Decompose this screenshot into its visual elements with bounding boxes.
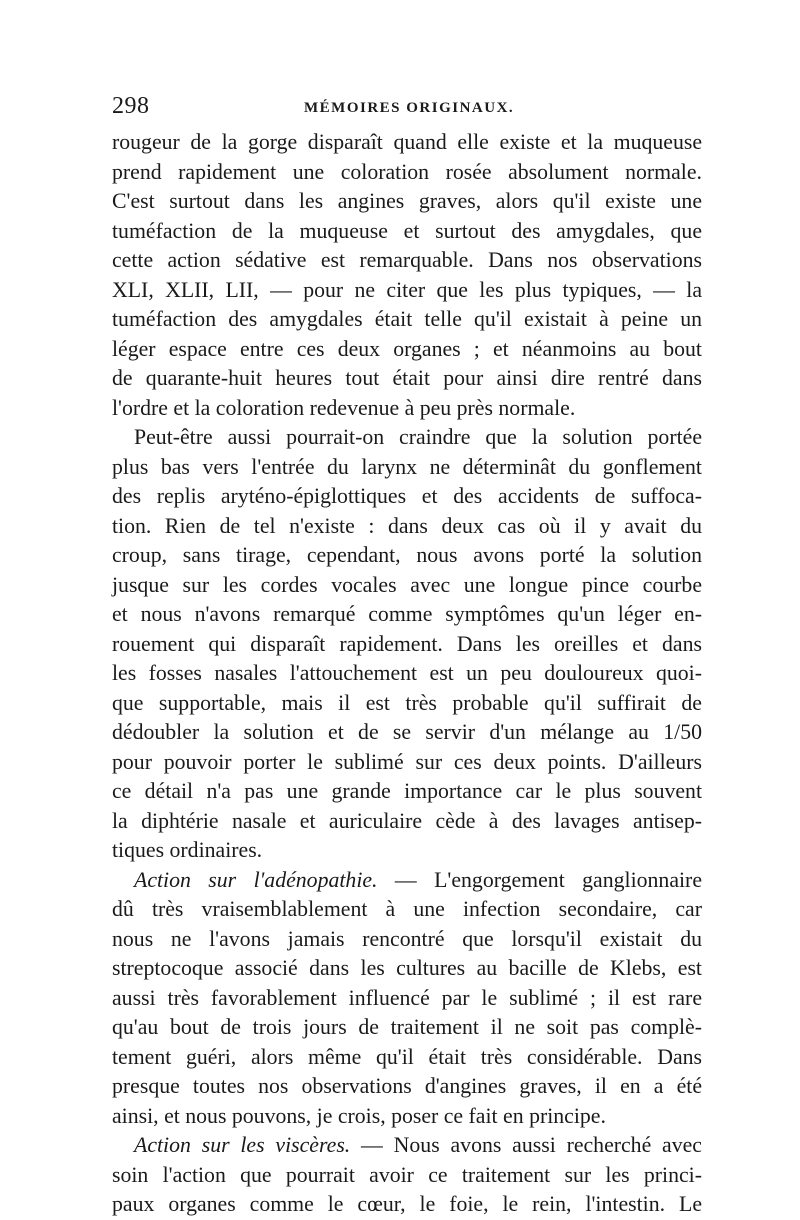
text-line: des replis aryténo-épiglottiques et des accidents de suffoca-	[112, 484, 702, 508]
text-line: dû très vraisemblablement à une infection secondaire, car	[112, 897, 702, 921]
text-line: qu'au bout de trois jours de traitement il ne soit pas complè-	[112, 1015, 702, 1039]
text-line: la diphtérie nasale et auriculaire cède à des lavages antisep-	[112, 808, 702, 833]
text-line: presque toutes nos observations d'angines graves, il en a été	[112, 1074, 702, 1098]
heading-continuation: — Nous avons aussi recherché avec	[350, 1133, 702, 1157]
text-line: Peut-être aussi pourrait-on craindre que la solution portée	[134, 425, 702, 449]
running-title: MÉMOIRES ORIGINAUX.	[304, 100, 515, 116]
text-line: tiques ordinaires.	[112, 838, 263, 862]
text-line: paux organes comme le cœur, le foie, le rein, l'intestin. Le	[112, 1192, 702, 1216]
text-line-heading	[112, 866, 702, 896]
page-number: 298	[112, 93, 150, 119]
text-line: de quarante-huit heures tout était pour ainsi dire rentré dans	[112, 366, 702, 390]
text-line: soin l'action que pourrait avoir ce traitement sur les princi-	[112, 1162, 702, 1187]
running-head	[112, 92, 702, 128]
heading-continuation: — L'engorgement ganglionnaire	[377, 867, 702, 892]
text-line: nous ne l'avons jamais rencontré que lorsqu'il existait du	[112, 926, 702, 951]
paragraph-larynx	[112, 423, 702, 866]
text-line: prend rapidement une coloration rosée absolument normale.	[112, 159, 702, 184]
section-heading-adenopathy: Action sur l'adénopathie.	[134, 867, 378, 892]
text-line: jusque sur les cordes vocales avec une longue pince courbe	[112, 572, 702, 597]
text-line: plus bas vers l'entrée du larynx ne déterminât du gonflement	[112, 454, 702, 479]
text-line: que supportable, mais il est très probable qu'il suffirait de	[112, 690, 702, 715]
text-line: dédoubler la solution et de se servir d'un mélange au 1/50	[112, 720, 702, 744]
text-line: pour pouvoir porter le sublimé sur ces deux points. D'ailleurs	[112, 749, 702, 774]
text-line: croup, sans tirage, cependant, nous avons porté la solution	[112, 543, 702, 567]
text-line: cette action sédative est remarquable. Dans nos observations	[112, 248, 702, 272]
paragraph-tonsils	[112, 128, 702, 423]
text-line: streptocoque associé dans les cultures au bacille de Klebs, est	[112, 956, 702, 980]
paragraph-viscera	[112, 1131, 702, 1220]
text-line: tement guéri, alors même qu'il était très considérable. Dans	[112, 1044, 702, 1069]
text-line: rougeur de la gorge disparaît quand elle existe et la muqueuse	[112, 130, 702, 154]
text-line: ainsi, et nous pouvons, je crois, poser ce fait en principe.	[112, 1103, 606, 1128]
book-page	[112, 92, 702, 1220]
text-line: léger espace entre ces deux organes ; et néanmoins au bout	[112, 336, 702, 361]
text-line: C'est surtout dans les angines graves, alors qu'il existe une	[112, 189, 702, 213]
text-line-heading	[112, 1131, 702, 1161]
text-line: XLI, XLII, LII, — pour ne citer que les plus typiques, — la	[112, 277, 702, 302]
text-line: et nous n'avons remarqué comme symptômes qu'un léger en-	[112, 602, 702, 626]
text-line: tion. Rien de tel n'existe : dans deux cas où il y avait du	[112, 513, 702, 538]
text-line: tuméfaction de la muqueuse et surtout des amygdales, que	[112, 218, 702, 243]
text-line: aussi très favorablement influencé par le sublimé ; il est rare	[112, 985, 702, 1010]
text-line: tuméfaction des amygdales était telle qu'il existait à peine un	[112, 307, 702, 331]
text-line: les fosses nasales l'attouchement est un peu douloureux quoi-	[112, 661, 702, 685]
section-heading-viscera: Action sur les viscères.	[134, 1133, 351, 1157]
text-line: l'ordre et la coloration redevenue à peu près normale.	[112, 395, 576, 420]
text-line: rouement qui disparaît rapidement. Dans les oreilles et dans	[112, 631, 702, 656]
text-line: ce détail n'a pas une grande importance car le plus souvent	[112, 779, 702, 803]
paragraph-adenopathy	[112, 866, 702, 1132]
